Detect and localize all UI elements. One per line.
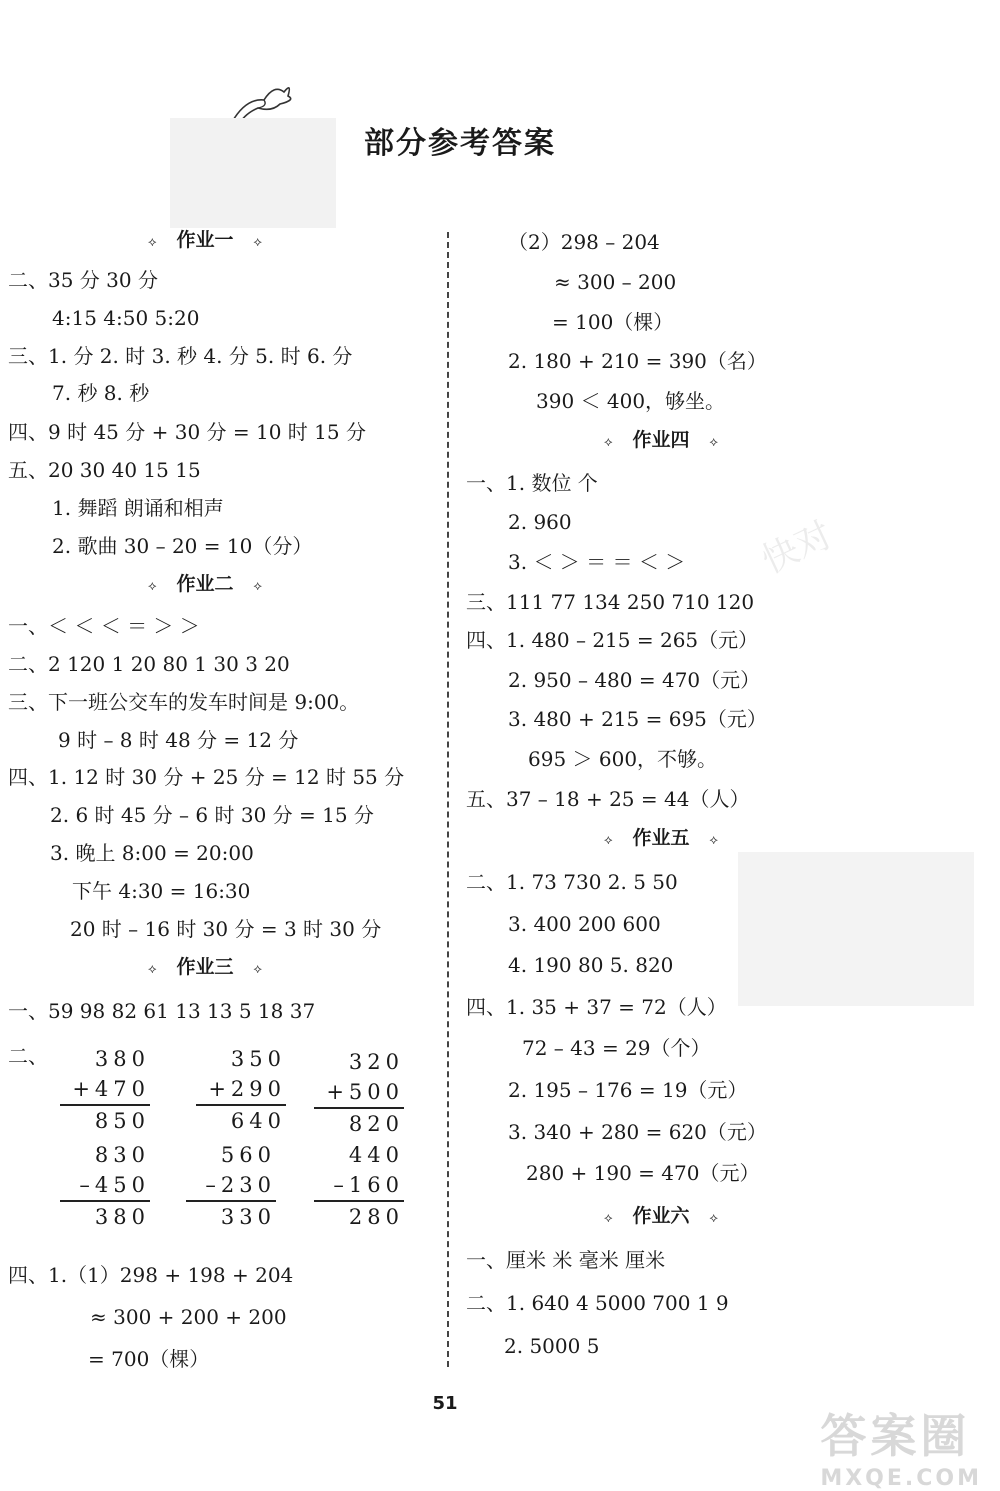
answer-line: 四、1. 35 + 37 = 72（人） xyxy=(466,995,727,1019)
result: 820 xyxy=(314,1107,404,1139)
answer-line: 2. 950 – 480 = 470（元） xyxy=(508,668,761,692)
faint-watermark: 快对 xyxy=(755,514,839,583)
answer-line: 4:15 4:50 5:20 xyxy=(52,306,200,330)
answer-line: 一、＜ ＜ ＜ ＝ ＞ ＞ xyxy=(8,614,200,638)
answer-line: 五、20 30 40 15 15 xyxy=(8,458,201,482)
answer-line: 2. 歌曲 30 – 20 = 10（分） xyxy=(52,534,313,558)
addend: +470 xyxy=(72,1077,150,1101)
answer-line: 72 – 43 = 29（个） xyxy=(522,1036,711,1060)
answer-line: 3. 340 + 280 = 620（元） xyxy=(508,1120,767,1144)
result: 640 xyxy=(196,1104,286,1136)
answer-line: 2. 960 xyxy=(508,510,572,534)
answer-line: 四、1. 480 – 215 = 265（元） xyxy=(466,628,759,652)
answer-line: 3. 400 200 600 xyxy=(508,912,661,936)
answer-line: 四、1.（1）298 + 198 + 204 xyxy=(8,1263,294,1287)
vertical-calculation xyxy=(314,1140,404,1232)
answer-line: = 700（棵） xyxy=(88,1347,210,1371)
answer-line: 二、2 120 1 20 80 1 30 3 20 xyxy=(8,652,290,676)
addend: +290 xyxy=(208,1077,286,1101)
addend: 350 xyxy=(230,1047,286,1071)
page-title: 部分参考答案 xyxy=(364,126,556,161)
answer-line: 四、9 时 45 分 + 30 分 = 10 时 15 分 xyxy=(8,420,366,444)
answer-line: 四、1. 12 时 30 分 + 25 分 = 12 时 55 分 xyxy=(8,765,405,789)
answer-line: 2. 5000 5 xyxy=(504,1334,600,1358)
result: 330 xyxy=(186,1200,276,1232)
addend: +500 xyxy=(326,1080,404,1104)
watermark-main: 答案圈 xyxy=(820,1409,971,1463)
answer-line: 三、111 77 134 250 710 120 xyxy=(466,590,755,614)
minuend: 440 xyxy=(348,1143,404,1167)
answer-line: 390 ＜ 400，够坐。 xyxy=(536,389,726,413)
answer-line: 二、 xyxy=(8,1044,48,1068)
subtrahend: –230 xyxy=(205,1173,276,1197)
answer-line: 2. 180 + 210 = 390（名） xyxy=(508,349,767,373)
answer-line: 一、厘米 米 毫米 厘米 xyxy=(466,1248,666,1272)
answer-line: 三、1. 分 2. 时 3. 秒 4. 分 5. 时 6. 分 xyxy=(8,344,353,368)
section-heading-1: ⟡ 作业一 ⟡ xyxy=(148,229,262,251)
page-number: 51 xyxy=(432,1393,458,1414)
answer-line: 4. 190 80 5. 820 xyxy=(508,953,674,977)
answer-line: 二、1. 73 730 2. 5 50 xyxy=(466,870,678,894)
answer-line: 3. 480 + 215 = 695（元） xyxy=(508,707,767,731)
vertical-calculation xyxy=(186,1140,276,1232)
vertical-calculation xyxy=(60,1140,150,1232)
answer-line: 7. 秒 8. 秒 xyxy=(52,381,150,405)
answer-line: 五、37 – 18 + 25 = 44（人） xyxy=(466,787,750,811)
site-watermark xyxy=(820,1400,982,1491)
addend: 380 xyxy=(94,1047,150,1071)
addend: 320 xyxy=(348,1050,404,1074)
answer-line: 1. 舞蹈 朗诵和相声 xyxy=(52,496,224,520)
answer-line: 20 时 – 16 时 30 分 = 3 时 30 分 xyxy=(70,917,382,941)
answer-line: 一、1. 数位 个 xyxy=(466,471,598,495)
result: 850 xyxy=(60,1104,150,1136)
section-heading-3: ⟡ 作业三 ⟡ xyxy=(148,956,262,978)
vertical-calculation xyxy=(314,1047,404,1139)
answer-line: 二、1. 640 4 5000 700 1 9 xyxy=(466,1291,729,1315)
column-divider xyxy=(447,232,449,1367)
answer-line: 一、59 98 82 61 13 13 5 18 37 xyxy=(8,999,316,1023)
section-heading-2: ⟡ 作业二 ⟡ xyxy=(148,573,262,595)
result: 280 xyxy=(314,1200,404,1232)
answer-line: 二、35 分 30 分 xyxy=(8,268,158,292)
answer-line: 3. 晚上 8:00 = 20:00 xyxy=(50,841,254,865)
section-heading-5: ⟡ 作业五 ⟡ xyxy=(604,827,718,849)
answer-line: 下午 4:30 = 16:30 xyxy=(72,879,251,903)
subtrahend: –160 xyxy=(333,1173,404,1197)
result: 380 xyxy=(60,1200,150,1232)
vertical-calculation xyxy=(196,1044,286,1136)
answer-line: （2）298 – 204 xyxy=(508,230,660,254)
answer-line: 280 + 190 = 470（元） xyxy=(526,1161,760,1185)
answer-line: 9 时 – 8 时 48 分 = 12 分 xyxy=(58,728,299,752)
minuend: 560 xyxy=(220,1143,276,1167)
answer-line: = 100（棵） xyxy=(552,310,674,334)
answer-line: 三、下一班公交车的发车时间是 9:00。 xyxy=(8,690,360,714)
minuend: 830 xyxy=(94,1143,150,1167)
vertical-calculation xyxy=(60,1044,150,1136)
watermark-url: MXQE.COM xyxy=(820,1466,982,1491)
answer-line: 2. 195 – 176 = 19（元） xyxy=(508,1078,748,1102)
answer-line: 2. 6 时 45 分 – 6 时 30 分 = 15 分 xyxy=(50,803,374,827)
blank-patch-right xyxy=(738,852,974,1006)
subtrahend: –450 xyxy=(79,1173,150,1197)
answer-line: 3. ＜ ＞ ＝ ＝ ＜ ＞ xyxy=(508,550,686,574)
answer-line: ≈ 300 – 200 xyxy=(554,270,677,294)
answer-line: 695 ＞ 600，不够。 xyxy=(528,747,718,771)
section-heading-6: ⟡ 作业六 ⟡ xyxy=(604,1205,718,1227)
section-heading-4: ⟡ 作业四 ⟡ xyxy=(604,429,718,451)
answer-line: ≈ 300 + 200 + 200 xyxy=(90,1305,287,1329)
